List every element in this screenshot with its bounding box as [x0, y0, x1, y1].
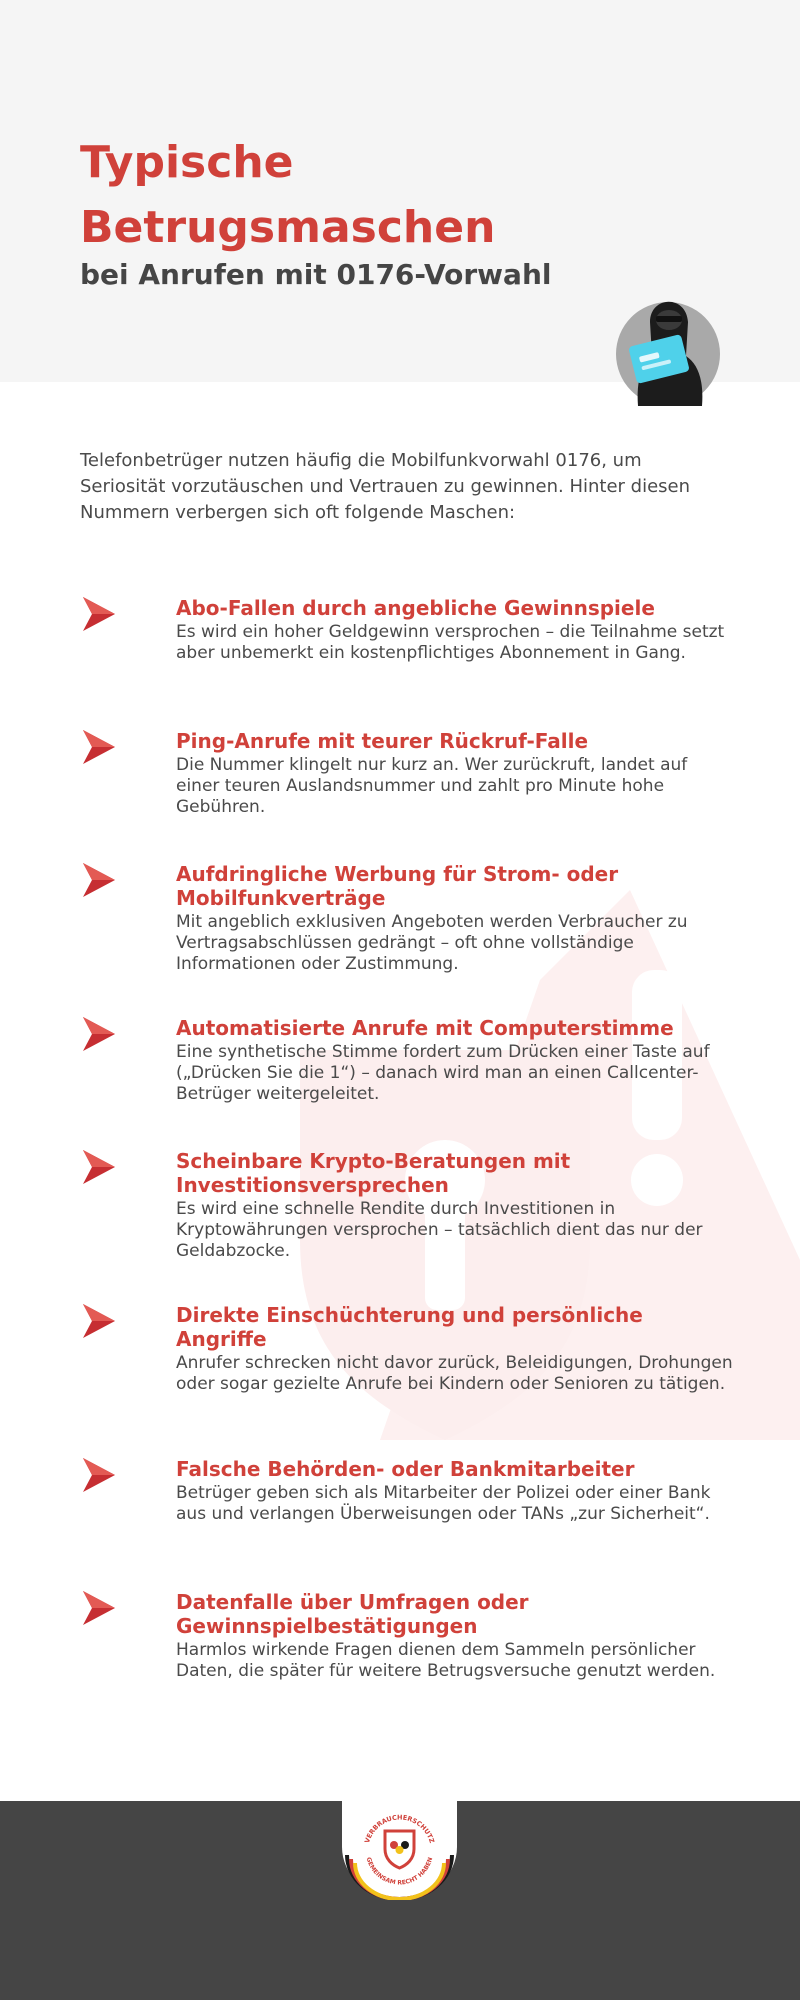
intro-text: Telefonbetrüger nutzen häufig die Mobilfunkvorwahl 0176, um Seriosität vorzutäuschen und Vertrauen zu gewinnen. Hinter diesen Nummern verbergen sich oft folgende Maschen:: [80, 450, 691, 523]
item-description: Es wird eine schnelle Rendite durch Investitionen in Kryptowährungen versprochen – tatsächlich dient das nur der Geldabzocke.: [176, 1199, 703, 1261]
arrow-right-icon: [80, 1149, 116, 1185]
logo-text-bottom: GEMEINSAM RECHT HABEN: [364, 1856, 435, 1887]
arrow-right-icon: [80, 596, 116, 632]
item-description: Betrüger geben sich als Mitarbeiter der Polizei oder einer Bank aus und verlangen Überweisungen oder TANs „zur Sicherheit“.: [176, 1483, 711, 1524]
item-description: Harmlos wirkende Fragen dienen dem Sammeln persönlicher Daten, die später für weitere Betrugsversuche genutzt werden.: [176, 1640, 716, 1681]
item-title: Ping-Anrufe mit teurer Rückruf-Falle: [176, 729, 589, 753]
page-title: Typische Betrugsmaschen: [80, 137, 496, 253]
item-description: Mit angeblich exklusiven Angeboten werden Verbraucher zu Vertragsabschlüssen gedrängt – oft ohne vollständige Informationen oder Zustimmung.: [176, 912, 688, 974]
item-title: Automatisierte Anrufe mit Computerstimme: [176, 1016, 674, 1040]
item-title: Falsche Behörden- oder Bankmitarbeiter: [176, 1457, 635, 1481]
arrow-right-icon: [80, 862, 116, 898]
logo-text-top: VERBRAUCHERSCHUTZ: [363, 1813, 436, 1845]
item-description: Es wird ein hoher Geldgewinn versprochen – die Teilnahme setzt aber unbemerkt ein kostenpflichtiges Abonnement in Gang.: [176, 622, 725, 663]
page-subtitle: bei Anrufen mit 0176-Vorwahl: [80, 258, 552, 291]
item-description: Eine synthetische Stimme fordert zum Drücken einer Taste auf („Drücken Sie die 1“) – danach wird man an einen Callcenter-Betrüger weitergeleitet.: [176, 1042, 710, 1104]
item-title: Abo-Fallen durch angebliche Gewinnspiele: [176, 596, 655, 620]
item-title: Aufdringliche Werbung für Strom- oder Mobilfunkverträge: [176, 862, 619, 910]
arrow-right-icon: [80, 1016, 116, 1052]
item-title: Direkte Einschüchterung und persönliche Angriffe: [176, 1303, 643, 1351]
logo: [342, 1795, 457, 1900]
arrow-right-icon: [80, 1303, 116, 1339]
arrow-right-icon: [80, 729, 116, 765]
arrow-right-icon: [80, 1457, 116, 1493]
item-title: Scheinbare Krypto-Beratungen mit Investitionsversprechen: [176, 1149, 571, 1197]
hacker-icon: [612, 282, 724, 408]
item-title: Datenfalle über Umfragen oder Gewinnspielbestätigungen: [176, 1590, 529, 1638]
item-description: Die Nummer klingelt nur kurz an. Wer zurückruft, landet auf einer teuren Auslandsnummer und zahlt pro Minute hohe Gebühren.: [176, 755, 688, 817]
arrow-right-icon: [80, 1590, 116, 1626]
item-description: Anrufer schrecken nicht davor zurück, Beleidigungen, Drohungen oder sogar gezielte Anrufe bei Kindern oder Senioren zu tätigen.: [176, 1353, 733, 1394]
